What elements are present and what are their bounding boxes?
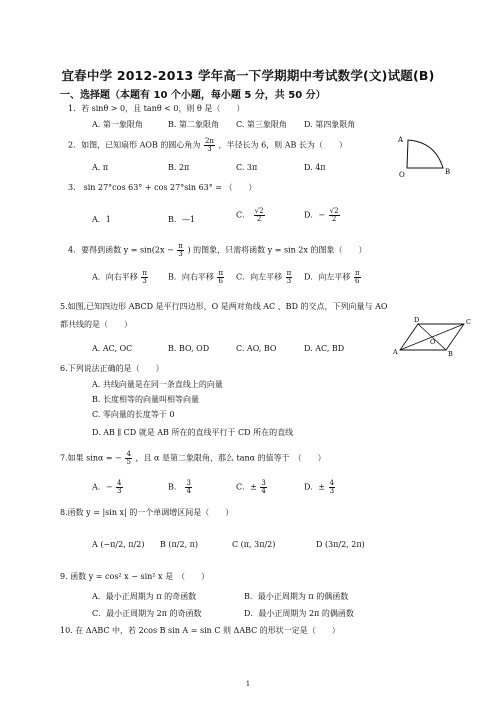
q4-option-d[interactable]	[304, 270, 362, 285]
q7-frac-den: 5	[126, 458, 131, 466]
q2-option-b[interactable]: B. 2π	[168, 163, 190, 172]
q2-stem-part-b: ，半径长为 6，则 AB 长为（ ）	[218, 140, 347, 150]
q3-option-d[interactable]	[304, 208, 341, 223]
q4-option-a[interactable]	[92, 270, 149, 285]
q7-b-den: 4	[186, 487, 191, 495]
q4-d-fraction	[354, 270, 361, 285]
q7-d-num: 4	[329, 479, 335, 487]
q7-c-label: C．±	[236, 482, 257, 492]
q4-b-num: π	[218, 269, 224, 277]
question-4-stem	[68, 243, 366, 258]
q3-option-c[interactable]	[236, 208, 266, 223]
page-number: 1	[245, 680, 251, 688]
q4-c-fraction	[286, 270, 293, 285]
question-9-stem: 9. 函数 y = cos² x − sin² x 是 （ ）	[60, 572, 210, 581]
question-8-stem: 8.函数 y = |sin x| 的一个单调增区间是（ ）	[60, 508, 234, 517]
q3-d-num: √2	[329, 207, 339, 215]
para-label-a: A	[393, 348, 398, 356]
sector-label-o: O	[399, 171, 405, 179]
q3-c-fraction	[254, 208, 265, 223]
q2-stem-part-a: 2．如图，已知扇形 AOB 的圆心角为	[68, 140, 201, 150]
q1-option-d[interactable]: D. 第四象限角	[304, 120, 356, 129]
q3-d-fraction	[329, 208, 340, 223]
question-1-stem: 1．若 sinθ > 0，且 tanθ < 0，则 θ 是（ ）	[68, 104, 245, 113]
q1-option-a[interactable]: A. 第一象限角	[92, 120, 143, 129]
q7-stem-part-a: 7.如果 sinα = −	[60, 453, 122, 463]
q2-option-a[interactable]: A. π	[92, 163, 109, 172]
para-label-b: B	[448, 350, 453, 356]
question-7-stem	[60, 451, 326, 466]
q2-option-d[interactable]: D. 4π	[304, 163, 326, 172]
q7-stem-part-b: ，且 α 是第二象限角，那么 tanα 的值等于 （ ）	[135, 453, 326, 463]
parallelogram-figure	[392, 316, 472, 356]
q7-option-b[interactable]	[168, 480, 193, 495]
para-label-o: O	[430, 338, 436, 346]
q8-option-d[interactable]: D (3π/2, 2π)	[316, 540, 365, 549]
q4-a-label: A．向右平移	[92, 272, 138, 282]
q8-option-a[interactable]: A (−π/2, π/2)	[92, 540, 145, 549]
q7-option-d[interactable]	[304, 480, 336, 495]
q8-option-c[interactable]: C (π, 3π/2)	[232, 540, 276, 549]
q7-d-den: 3	[329, 487, 335, 495]
q5-option-a[interactable]: A. AC, OC	[92, 344, 133, 353]
q7-c-num: 3	[261, 479, 266, 487]
q4-frac-num: π	[178, 242, 183, 250]
q6-option-d[interactable]: D. AB ∥ CD 就是 AB 所在的直线平行于 CD 所在的直线	[92, 428, 294, 437]
q4-d-num: π	[354, 269, 360, 277]
q3-d-label: D．−	[304, 210, 326, 220]
q2-option-c[interactable]: C. 3π	[236, 163, 258, 172]
q4-stem-part-a: 4．要得到函数 y = sin(2x −	[68, 245, 174, 255]
q4-a-num: π	[142, 269, 147, 277]
q7-a-label: A．−	[92, 482, 113, 492]
q1-option-c[interactable]: C. 第三象限角	[236, 120, 287, 129]
q4-b-label: B．向右平移	[168, 272, 214, 282]
q7-a-fraction	[116, 480, 122, 495]
section-heading: 一、选择题（本题有 10 个小题，每小题 5 分，共 50 分）	[60, 90, 326, 101]
q3-d-den: 2	[331, 215, 337, 223]
q4-c-num: π	[286, 269, 292, 277]
q1-option-b[interactable]: B. 第二象限角	[168, 120, 219, 129]
q2-frac-num: 2π	[204, 137, 214, 145]
page-title: 宜春中学 2012-2013 学年高一下学期期中考试数学(文)试题(B)	[61, 68, 435, 83]
q4-option-c[interactable]	[236, 270, 293, 285]
q4-d-den: 6	[355, 277, 360, 285]
q3-c-num: √2	[254, 207, 264, 215]
q5-option-b[interactable]: B. BO, OD	[168, 344, 210, 353]
sector-figure	[395, 134, 453, 180]
question-5-stem: 5.如图,已知四边形 ABCD 是平行四边形，O 是两对角线 AC 、BD 的交点，下列向量与 AO	[60, 302, 388, 311]
question-3-stem: 3． sin 27°cos 63° + cos 27°sin 63° = （ ）	[68, 183, 257, 192]
q9-option-d[interactable]: D．最小正周期为 2π 的偶函数	[244, 609, 354, 618]
question-2-stem	[68, 138, 347, 153]
q7-b-num: 3	[186, 479, 191, 487]
q7-c-den: 4	[261, 487, 266, 495]
q6-option-b[interactable]: B. 长度相等的向量叫相等向量	[92, 395, 199, 404]
q4-d-label: D．向左平移	[304, 272, 351, 282]
q7-frac-num: 4	[126, 450, 131, 458]
sector-label-b: B	[445, 168, 451, 176]
q4-option-b[interactable]	[168, 270, 225, 285]
q4-a-den: 3	[142, 277, 147, 285]
q7-a-num: 4	[117, 479, 122, 487]
q7-option-c[interactable]	[236, 480, 268, 495]
q7-option-a[interactable]	[92, 480, 124, 495]
q7-stem-fraction	[125, 451, 131, 466]
q8-option-b[interactable]: B (π/2, π)	[160, 540, 199, 549]
question-10-stem: 10. 在 ΔABC 中，若 2cos B sin A = sin C 则 ΔABC 的形状一定是（ ）	[60, 626, 340, 635]
q5-option-d[interactable]: D. AC, BD	[304, 344, 345, 353]
q4-c-den: 3	[286, 277, 292, 285]
q2-angle-fraction	[204, 138, 215, 153]
q5-option-c[interactable]: C. AO, BO	[236, 344, 277, 353]
q4-stem-part-b: ) 的图象，只需将函数 y = sin 2x 的图象（ ）	[187, 245, 367, 255]
q9-option-c[interactable]: C．最小正周期为 2π 的奇函数	[92, 609, 202, 618]
q7-b-label: B．	[168, 482, 182, 492]
para-label-d: D	[414, 316, 420, 324]
q6-option-c[interactable]: C. 零向量的长度等于 0	[92, 410, 175, 419]
q4-c-label: C．向左平移	[236, 272, 283, 282]
question-6-stem: 6.下列说法正确的是（ ）	[60, 364, 164, 373]
sector-label-a: A	[398, 136, 404, 144]
q2-frac-den: 3	[207, 145, 212, 153]
q9-option-a[interactable]: A．最小正周期为 π 的奇函数	[92, 592, 197, 601]
q3-option-a[interactable]: A．1	[92, 215, 111, 224]
question-5-stem-cont: 都共线的是（ ）	[60, 320, 132, 329]
q4-stem-fraction	[177, 243, 184, 258]
q3-c-den: 2	[256, 215, 262, 223]
q7-b-fraction	[185, 480, 191, 495]
para-label-c: C	[466, 318, 471, 326]
q3-option-b[interactable]: B．—1	[168, 215, 195, 224]
q9-option-b[interactable]: B．最小正周期为 π 的偶函数	[244, 592, 349, 601]
q7-d-fraction	[329, 480, 335, 495]
q7-c-fraction	[260, 480, 266, 495]
q3-c-label: C．	[236, 210, 251, 220]
q7-d-label: D．±	[304, 482, 326, 492]
q6-option-a[interactable]: A. 共线向量是在同一条直线上的向量	[92, 380, 223, 389]
q4-b-fraction	[217, 270, 224, 285]
q4-a-fraction	[141, 270, 148, 285]
q4-b-den: 6	[218, 277, 223, 285]
q7-a-den: 3	[117, 487, 122, 495]
q4-frac-den: 3	[178, 250, 183, 258]
